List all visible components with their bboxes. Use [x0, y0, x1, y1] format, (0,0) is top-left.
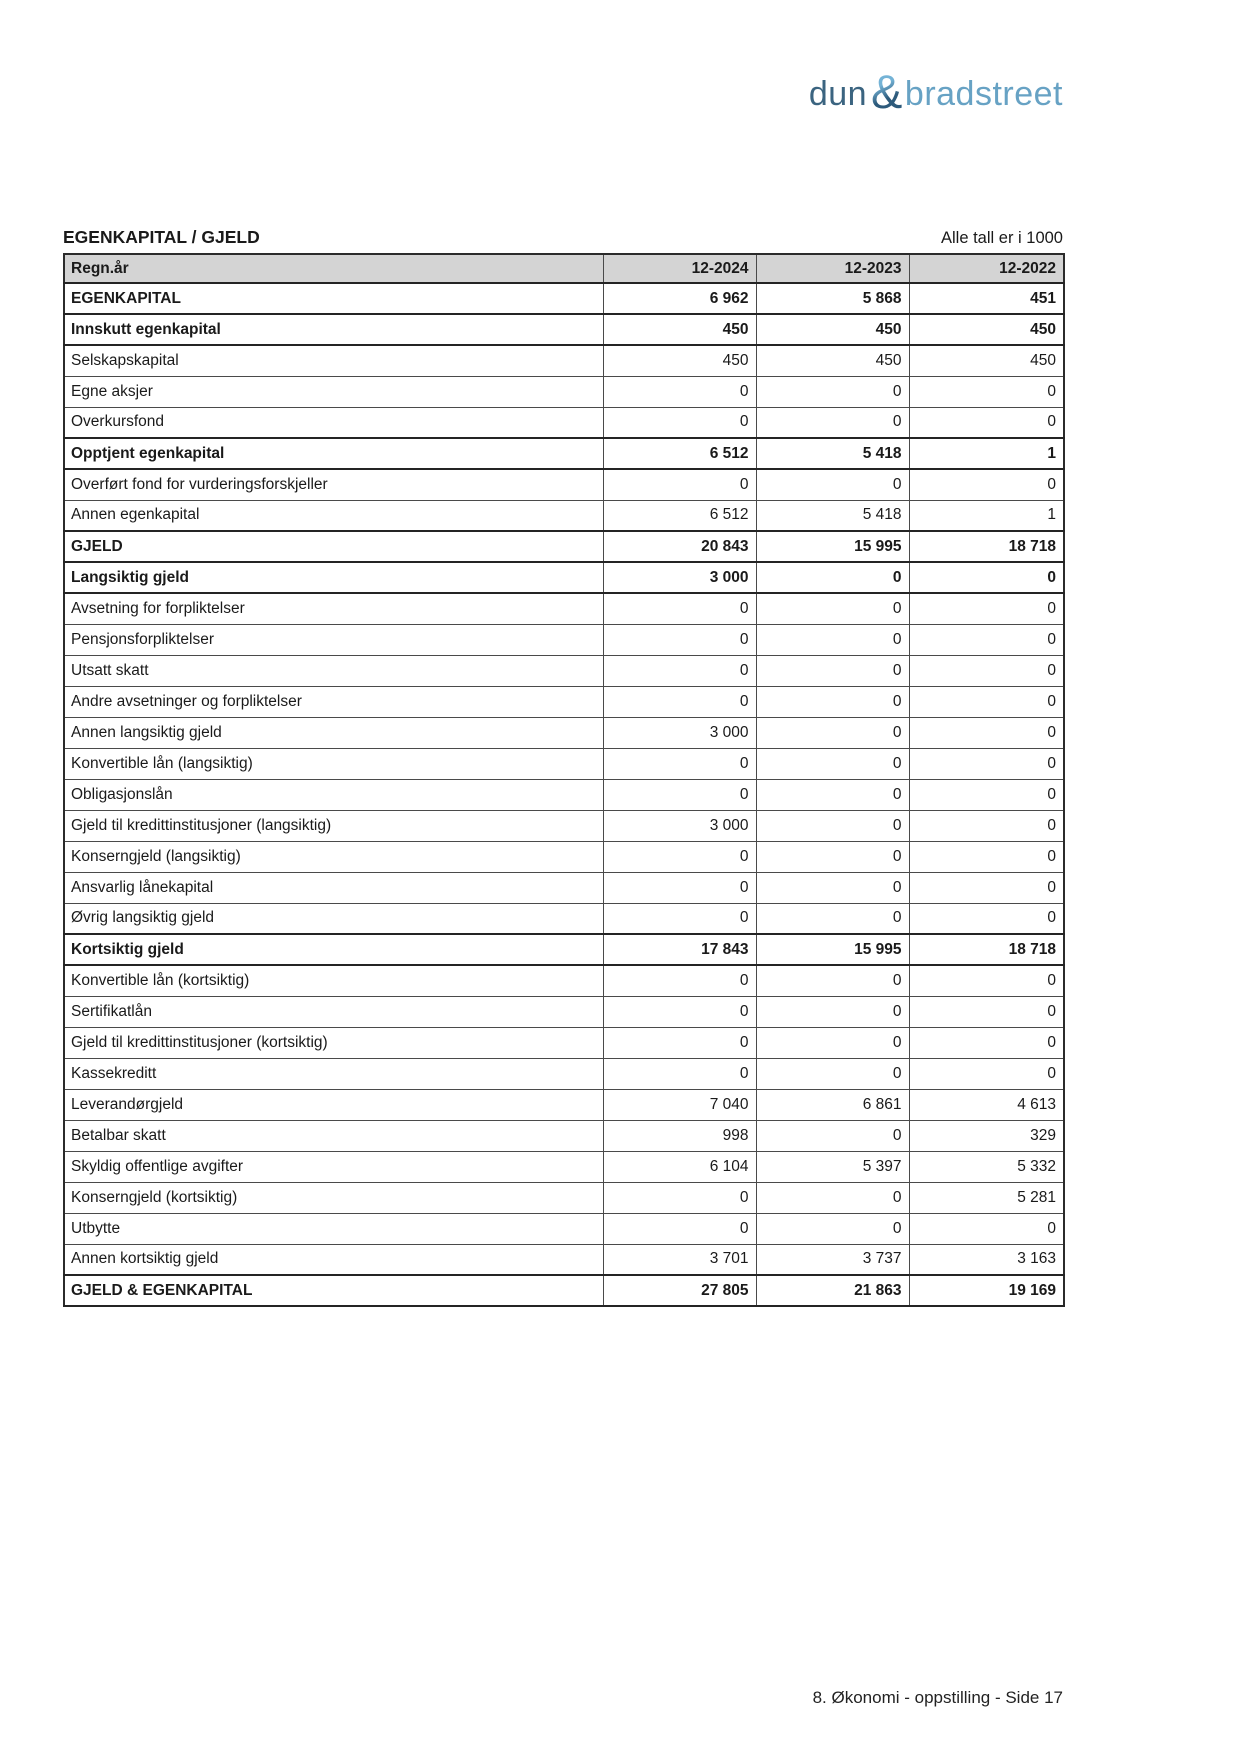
row-value: 0 — [603, 655, 756, 686]
logo-text-dun: dun — [808, 74, 868, 113]
row-value: 0 — [909, 376, 1064, 407]
row-value: 0 — [603, 686, 756, 717]
column-header-label: Regn.år — [64, 254, 603, 283]
row-value: 0 — [756, 1120, 909, 1151]
row-label: Opptjent egenkapital — [64, 438, 603, 469]
table-row — [64, 1182, 1064, 1213]
row-label: EGENKAPITAL — [64, 283, 603, 314]
row-label: GJELD — [64, 531, 603, 562]
table-row — [64, 1058, 1064, 1089]
row-label: Avsetning for forpliktelser — [64, 593, 603, 624]
row-value: 0 — [909, 717, 1064, 748]
table-row — [64, 500, 1064, 531]
row-value: 0 — [756, 841, 909, 872]
row-value: 0 — [756, 717, 909, 748]
table-row — [64, 531, 1064, 562]
balance-table-body — [64, 283, 1064, 1306]
row-value: 15 995 — [756, 934, 909, 965]
row-value: 0 — [756, 1182, 909, 1213]
row-value: 329 — [909, 1120, 1064, 1151]
column-header-year: 12-2024 — [603, 254, 756, 283]
row-value: 0 — [909, 903, 1064, 934]
row-value: 6 512 — [603, 438, 756, 469]
row-value: 0 — [603, 748, 756, 779]
table-header — [64, 254, 1064, 283]
row-value: 0 — [603, 996, 756, 1027]
row-label: Konvertible lån (langsiktig) — [64, 748, 603, 779]
row-label: Pensjonsforpliktelser — [64, 624, 603, 655]
table-row — [64, 748, 1064, 779]
table-row — [64, 562, 1064, 593]
row-value: 6 104 — [603, 1151, 756, 1182]
row-value: 0 — [909, 1213, 1064, 1244]
row-label: Annen kortsiktig gjeld — [64, 1244, 603, 1275]
table-row — [64, 841, 1064, 872]
row-value: 0 — [909, 469, 1064, 500]
row-value: 450 — [909, 314, 1064, 345]
row-value: 0 — [603, 376, 756, 407]
row-value: 0 — [756, 562, 909, 593]
page-title: EGENKAPITAL / GJELD — [63, 227, 260, 247]
row-value: 0 — [756, 779, 909, 810]
row-value: 450 — [756, 345, 909, 376]
row-label: Skyldig offentlige avgifter — [64, 1151, 603, 1182]
table-row — [64, 376, 1064, 407]
row-label: Utbytte — [64, 1213, 603, 1244]
table-row — [64, 1151, 1064, 1182]
row-value: 0 — [603, 1213, 756, 1244]
row-value: 0 — [909, 996, 1064, 1027]
row-value: 450 — [756, 314, 909, 345]
row-value: 0 — [909, 779, 1064, 810]
row-label: Annen langsiktig gjeld — [64, 717, 603, 748]
row-value: 0 — [909, 407, 1064, 438]
row-value: 5 397 — [756, 1151, 909, 1182]
row-label: Sertifikatlån — [64, 996, 603, 1027]
row-label: GJELD & EGENKAPITAL — [64, 1275, 603, 1306]
row-label: Innskutt egenkapital — [64, 314, 603, 345]
row-value: 0 — [909, 872, 1064, 903]
row-value: 6 512 — [603, 500, 756, 531]
row-value: 0 — [909, 965, 1064, 996]
row-value: 0 — [756, 1058, 909, 1089]
row-value: 0 — [756, 965, 909, 996]
row-label: Annen egenkapital — [64, 500, 603, 531]
table-row — [64, 655, 1064, 686]
row-value: 998 — [603, 1120, 756, 1151]
row-label: Overført fond for vurderingsforskjeller — [64, 469, 603, 500]
row-label: Utsatt skatt — [64, 655, 603, 686]
row-value: 0 — [909, 655, 1064, 686]
column-header-year: 12-2023 — [756, 254, 909, 283]
row-label: Obligasjonslån — [64, 779, 603, 810]
row-value: 7 040 — [603, 1089, 756, 1120]
row-value: 0 — [603, 872, 756, 903]
row-label: Gjeld til kredittinstitusjoner (langsiktig) — [64, 810, 603, 841]
row-value: 27 805 — [603, 1275, 756, 1306]
table-row — [64, 1120, 1064, 1151]
table-header-row — [64, 254, 1064, 283]
row-value: 5 418 — [756, 438, 909, 469]
column-header-year: 12-2022 — [909, 254, 1064, 283]
row-value: 0 — [909, 1058, 1064, 1089]
row-value: 0 — [603, 779, 756, 810]
row-value: 0 — [756, 810, 909, 841]
row-value: 3 000 — [603, 810, 756, 841]
row-value: 0 — [756, 872, 909, 903]
row-value: 0 — [909, 624, 1064, 655]
row-value: 6 861 — [756, 1089, 909, 1120]
row-value: 0 — [603, 841, 756, 872]
row-value: 0 — [756, 593, 909, 624]
table-row — [64, 283, 1064, 314]
table-row — [64, 438, 1064, 469]
row-value: 3 737 — [756, 1244, 909, 1275]
row-value: 450 — [909, 345, 1064, 376]
row-value: 3 000 — [603, 717, 756, 748]
row-value: 3 701 — [603, 1244, 756, 1275]
row-label: Selskapskapital — [64, 345, 603, 376]
row-value: 0 — [756, 1213, 909, 1244]
table-row — [64, 407, 1064, 438]
row-label: Overkursfond — [64, 407, 603, 438]
table-row — [64, 345, 1064, 376]
ampersand-icon: & — [871, 65, 903, 118]
row-value: 15 995 — [756, 531, 909, 562]
row-value: 1 — [909, 500, 1064, 531]
table-row — [64, 1275, 1064, 1306]
row-value: 0 — [756, 686, 909, 717]
row-value: 0 — [603, 407, 756, 438]
table-row — [64, 624, 1064, 655]
dun-bradstreet-logo — [808, 65, 1063, 118]
row-label: Kortsiktig gjeld — [64, 934, 603, 965]
row-value: 0 — [756, 1027, 909, 1058]
balance-sheet-table — [63, 253, 1065, 1307]
table-row — [64, 469, 1064, 500]
table-row — [64, 314, 1064, 345]
row-value: 451 — [909, 283, 1064, 314]
row-label: Langsiktig gjeld — [64, 562, 603, 593]
row-value: 0 — [603, 903, 756, 934]
row-value: 0 — [909, 748, 1064, 779]
row-label: Konvertible lån (kortsiktig) — [64, 965, 603, 996]
table-row — [64, 1213, 1064, 1244]
row-label: Betalbar skatt — [64, 1120, 603, 1151]
row-value: 20 843 — [603, 531, 756, 562]
row-label: Andre avsetninger og forpliktelser — [64, 686, 603, 717]
table-row — [64, 810, 1064, 841]
table-row — [64, 934, 1064, 965]
row-value: 0 — [909, 562, 1064, 593]
table-row — [64, 717, 1064, 748]
row-label: Leverandørgjeld — [64, 1089, 603, 1120]
row-value: 3 163 — [909, 1244, 1064, 1275]
row-value: 0 — [909, 686, 1064, 717]
row-value: 0 — [909, 1027, 1064, 1058]
row-label: Konserngjeld (langsiktig) — [64, 841, 603, 872]
row-value: 0 — [603, 469, 756, 500]
row-label: Øvrig langsiktig gjeld — [64, 903, 603, 934]
row-value: 5 418 — [756, 500, 909, 531]
row-value: 5 332 — [909, 1151, 1064, 1182]
table-row — [64, 996, 1064, 1027]
row-value: 0 — [603, 965, 756, 996]
row-value: 0 — [756, 903, 909, 934]
row-value: 0 — [756, 996, 909, 1027]
table-row — [64, 903, 1064, 934]
table-row — [64, 1089, 1064, 1120]
row-value: 1 — [909, 438, 1064, 469]
row-value: 5 281 — [909, 1182, 1064, 1213]
row-value: 0 — [909, 841, 1064, 872]
row-value: 0 — [756, 469, 909, 500]
row-value: 19 169 — [909, 1275, 1064, 1306]
row-value: 450 — [603, 345, 756, 376]
row-value: 0 — [909, 593, 1064, 624]
row-value: 0 — [603, 1058, 756, 1089]
row-value: 17 843 — [603, 934, 756, 965]
row-value: 3 000 — [603, 562, 756, 593]
table-row — [64, 779, 1064, 810]
table-row — [64, 593, 1064, 624]
row-value: 18 718 — [909, 934, 1064, 965]
table-row — [64, 686, 1064, 717]
table-row — [64, 1244, 1064, 1275]
row-label: Egne aksjer — [64, 376, 603, 407]
row-value: 0 — [909, 810, 1064, 841]
title-row — [63, 227, 1063, 248]
row-value: 18 718 — [909, 531, 1064, 562]
row-label: Gjeld til kredittinstitusjoner (kortsiktig) — [64, 1027, 603, 1058]
row-value: 0 — [603, 624, 756, 655]
row-value: 0 — [756, 407, 909, 438]
row-value: 0 — [756, 376, 909, 407]
table-row — [64, 1027, 1064, 1058]
row-value: 5 868 — [756, 283, 909, 314]
row-value: 0 — [756, 655, 909, 686]
row-label: Konserngjeld (kortsiktig) — [64, 1182, 603, 1213]
page-footer: 8. Økonomi - oppstilling - Side 17 — [812, 1688, 1063, 1707]
row-label: Ansvarlig lånekapital — [64, 872, 603, 903]
row-value: 21 863 — [756, 1275, 909, 1306]
row-value: 4 613 — [909, 1089, 1064, 1120]
row-label: Kassekreditt — [64, 1058, 603, 1089]
row-value: 0 — [603, 1182, 756, 1213]
row-value: 450 — [603, 314, 756, 345]
row-value: 0 — [756, 624, 909, 655]
units-note: Alle tall er i 1000 — [941, 229, 1063, 247]
row-value: 0 — [756, 748, 909, 779]
table-row — [64, 872, 1064, 903]
row-value: 6 962 — [603, 283, 756, 314]
table-row — [64, 965, 1064, 996]
row-value: 0 — [603, 593, 756, 624]
row-value: 0 — [603, 1027, 756, 1058]
logo-text-bradstreet: bradstreet — [904, 74, 1063, 113]
